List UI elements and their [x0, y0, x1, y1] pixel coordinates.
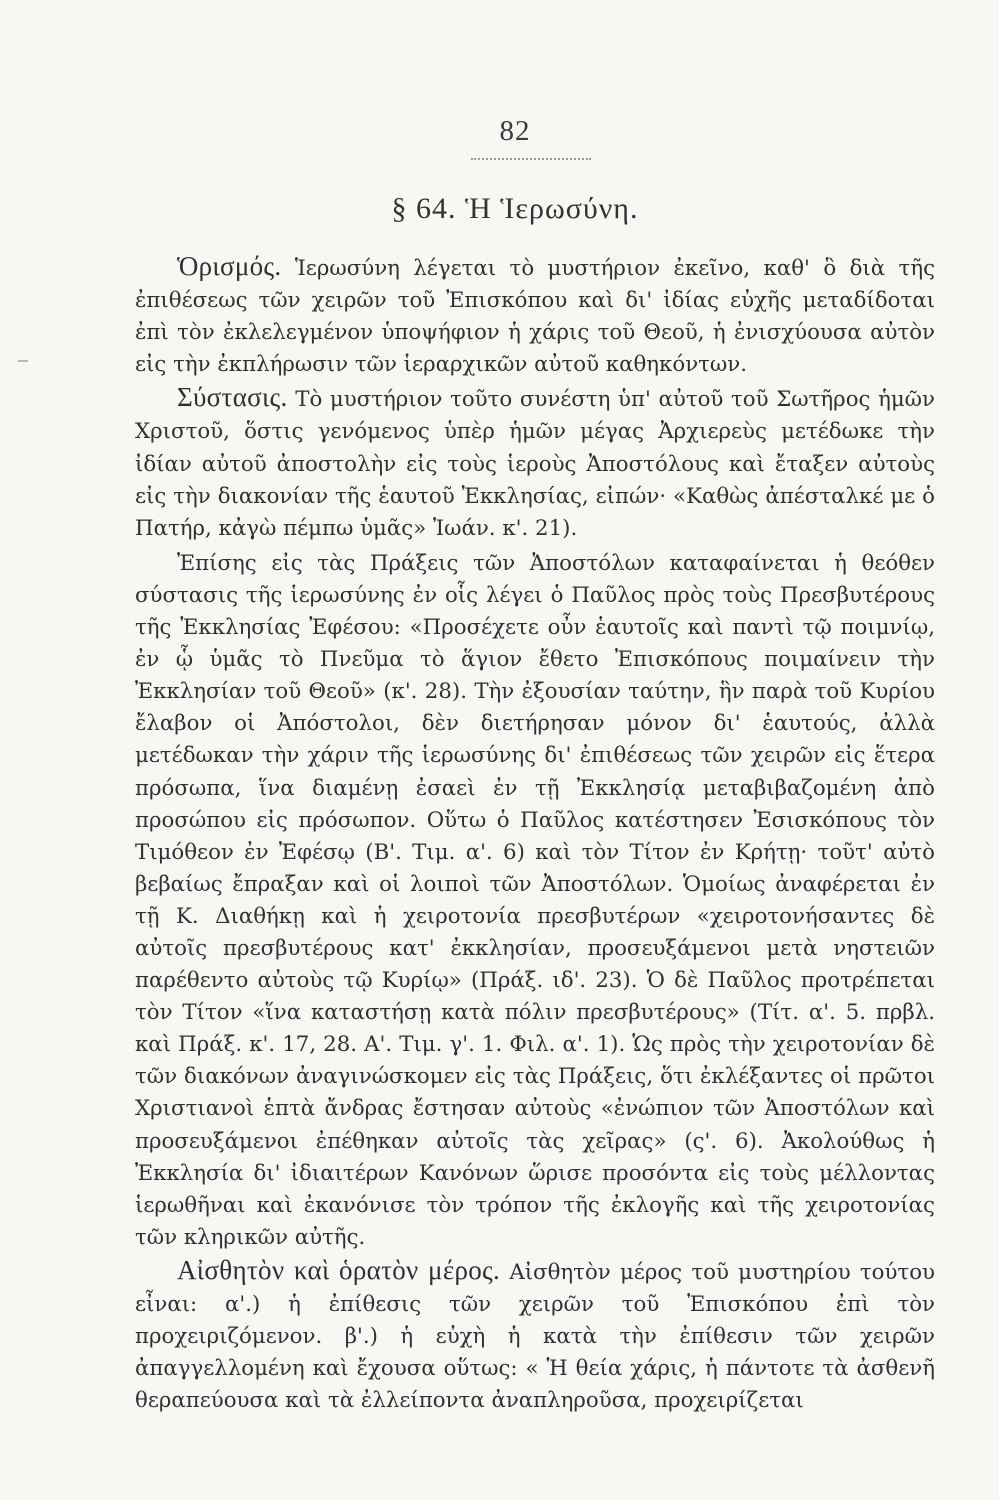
- paragraph-text-visible-part: Αἰσθητὸν μέρος τοῦ μυστηρίου τούτου εἶναι: α'.) ἡ ἐπίθεσις τῶν χειρῶν τοῦ Ἐπισκόπου ἐπὶ τὸν προχειριζόμενον. β'.) ἡ εὐχὴ ἡ κατὰ τὴν ἐπίθεσιν τῶν χειρῶν ἀπαγγελλομένη καὶ ἔχουσα οὕτως: « Ἡ θεία χάρις, ἡ πάντοτε τὰ ἀσθενῆ θεραπεύουσα καὶ τὰ ἐλλείποντα ἀναπληροῦσα, προχειρίζεται: [135, 1259, 935, 1414]
- paragraph-lead-institution: Σύστασις.: [177, 382, 288, 413]
- page-number-rule: [471, 158, 591, 160]
- paragraph-text-institution: Τὸ μυστήριον τοῦτο συνέστη ὑπ' αὐτοῦ τοῦ Σωτῆρος ἡμῶν Χριστοῦ, ὅστις γενόμενος ὑπὲρ ἡμῶν μέγας Ἀρχιερεὺς μετέδωκε τὴν ἰδίαν αὐτοῦ ἀποστολὴν εἰς τοὺς ἱεροὺς Ἀποστόλους καὶ ἔταξεν αὐτοὺς εἰς τὴν διακονίαν τῆς ἑαυτοῦ Ἐκκλησίας, εἰπών· «Καθὼς ἀπέσταλκέ με ὁ Πατήρ, κἀγὼ πέμπω ὑμᾶς» Ἰωάν. κ'. 21).: [135, 387, 935, 541]
- paragraph-lead-visible-part: Αἰσθητὸν καὶ ὁρατὸν μέρος.: [177, 1254, 501, 1285]
- paragraph-text-definition: Ἱερωσύνη λέγεται τὸ μυστήριον ἐκεῖνο, καθ' ὃ διὰ τῆς ἐπιθέσεως τῶν χειρῶν τοῦ Ἐπισκόπου καὶ δι' ἰδίας εὐχῆς μεταδίδοται ἐπὶ τὸν ἐκλελεγμένον ὑποψήφιον ἡ χάρις τοῦ Θεοῦ, ἡ ἐνισχύουσα αὐτὸν εἰς τὴν ἐκπλήρωσιν τῶν ἱεραρχικῶν αὐτοῦ καθηκόντων.: [135, 256, 935, 378]
- paragraph-text-acts: Ἐπίσης εἰς τὰς Πράξεις τῶν Ἀποστόλων καταφαίνεται ἡ θεόθεν σύστασις τῆς ἱερωσύνης ἐν οἷς λέγει ὁ Παῦλος πρὸς τοὺς Πρεσβυτέρους τῆς Ἐκκλησίας Ἐφέσου: «Προσέχετε οὖν ἑαυτοῖς καὶ παντὶ τῷ ποιμνίῳ, ἐν ᾧ ὑμᾶς τὸ Πνεῦμα τὸ ἅγιον ἔθετο Ἐπισκόπους ποιμαίνειν τὴν Ἐκκλησίαν τοῦ Θεοῦ» (κ'. 28). Τὴν ἐξουσίαν ταύτην, ἣν παρὰ τοῦ Κυρίου ἔλαβον οἱ Ἀπόστολοι, δὲν διετήρησαν μόνον δι' ἑαυτούς, ἀλλὰ μετέδωκαν τὴν χάριν τῆς ἱερωσύνης δι' ἐπιθέσεως τῶν χειρῶν εἰς ἕτερα πρόσωπα, ἵνα διαμένῃ ἐσαεὶ ἐν τῇ Ἐκκλησίᾳ μεταβιβαζομένη ἀπὸ προσώπου εἰς πρόσωπον. Οὕτω ὁ Παῦλος κατέστησεν Ἐσισκόπους τὸν Τιμόθεον ἐν Ἐφέσῳ (Β'. Τιμ. α'. 6) καὶ τὸν Τίτον ἐν Κρήτῃ· τοῦτ' αὐτὸ βεβαίως ἔπραξαν καὶ οἱ λοιποὶ τῶν Ἀποστόλων. Ὁμοίως ἀναφέρεται ἐν τῇ Κ. Διαθήκῃ καὶ ἡ χειροτονία πρεσβυτέρων «χειροτονήσαντες δὲ αὐτοῖς πρεσβυτέρους κατ' ἐκκλησίαν, προσευξάμενοι μετὰ νηστειῶν παρέθεντο αὐτοὺς τῷ Κυρίῳ» (Πράξ. ιδ'. 23). Ὁ δὲ Παῦλος προτρέπεται τὸν Τίτον «ἵνα καταστήσῃ κατὰ πόλιν πρεσβυτέρους» (Τίτ. α'. 5. πρβλ. καὶ Πράξ. κ'. 17, 28. Α'. Τιμ. γ'. 1. Φιλ. α'. 1). Ὡς πρὸς τὴν χειροτονίαν δὲ τῶν διακόνων ἀναγινώσκομεν εἰς τὰς Πράξεις, ὅτι ἐκλέξαντες οἱ πρῶτοι Χριστιανοὶ ἑπτὰ ἄνδρας ἔστησαν αὐτοὺς «ἐνώπιον τῶν Ἀποστόλων καὶ προσευξάμενοι ἐπέθηκαν αὐτοῖς τὰς χεῖρας» (ς'. 6). Ἀκολούθως ἡ Ἐκκλησία δι' ἰδιαιτέρων Κανόνων ὥρισε προσόντα εἰς τοὺς μέλλοντας ἱερωθῆναι καὶ ἐκανόνισε τὸν τρόπον τῆς ἐκλογῆς καὶ τῆς χειροτονίας τῶν κληρικῶν αὐτῆς.: [135, 550, 935, 1250]
- section-title: § 64. Ἡ Ἱερωσύνη.: [391, 192, 639, 225]
- paragraph-definition: [135, 250, 935, 381]
- paragraph-lead-definition: Ὁρισμός.: [177, 251, 282, 281]
- margin-mark: [18, 360, 28, 362]
- paragraph-acts: [135, 545, 935, 1254]
- paragraph-institution: [135, 381, 935, 544]
- body-text: [135, 250, 935, 1417]
- paragraph-visible-part: [135, 1254, 935, 1417]
- page-number: 82: [499, 115, 531, 147]
